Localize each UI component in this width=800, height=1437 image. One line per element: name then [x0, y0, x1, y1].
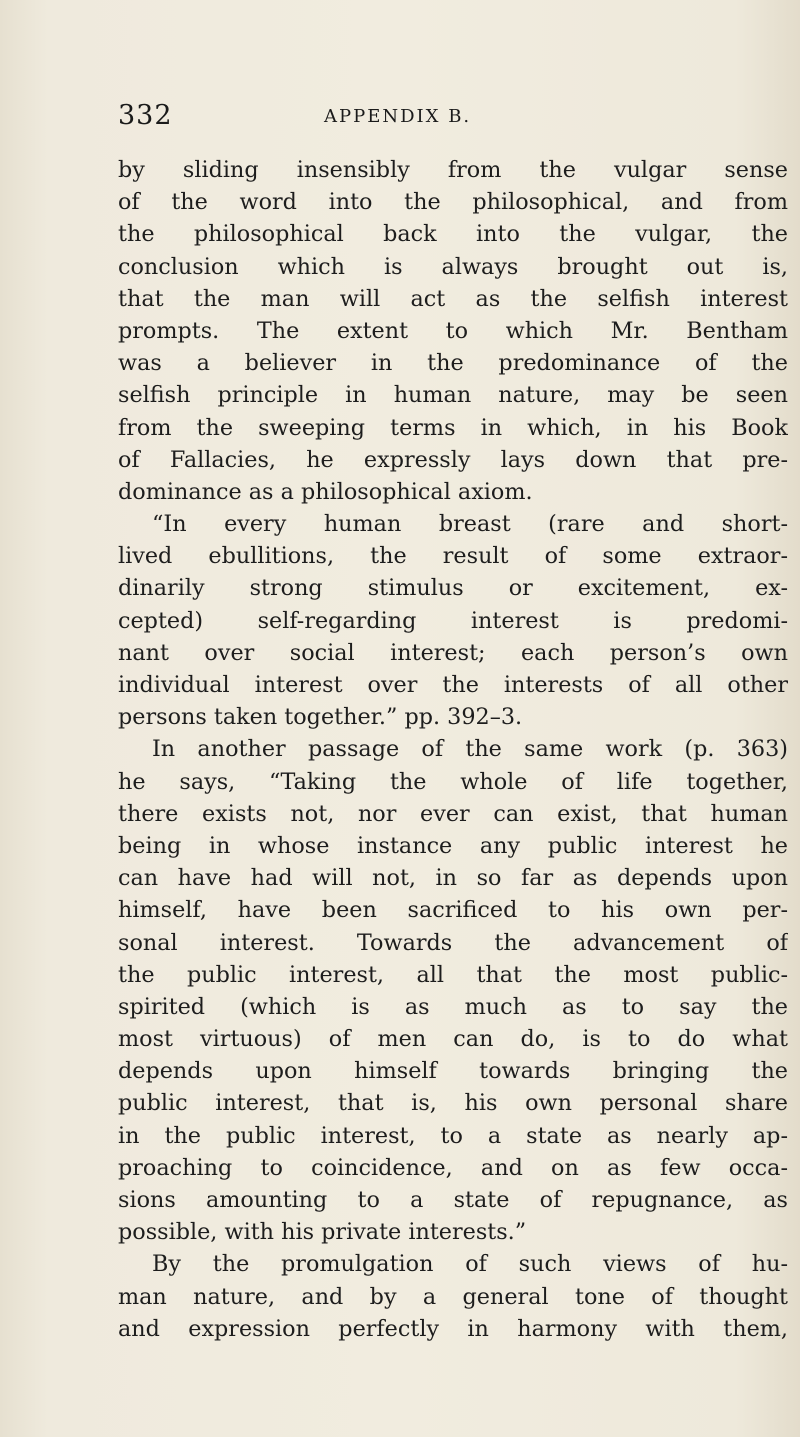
text-line: and expression perfectly in harmony with them, [118, 1315, 788, 1342]
text-line: by sliding insensibly from the vulgar sense [118, 157, 788, 183]
text-line: lived ebullitions, the result of some extraor- [118, 543, 788, 570]
page-header [118, 100, 738, 140]
text-line: proaching to coincidence, and on as few occa- [118, 1154, 788, 1181]
text-line: depends upon himself towards bringing the [118, 1058, 788, 1085]
text-line: persons taken together.” pp. 392–3. [118, 704, 523, 731]
text-line: prompts. The extent to which Mr. Bentham [118, 317, 788, 344]
text-line: being in whose instance any public interest he [118, 832, 788, 859]
text-line: sions amounting to a state of repugnance, as [118, 1187, 788, 1213]
text-line: public interest, that is, his own personal share [118, 1090, 788, 1117]
text-line: dominance as a philosophical axiom. [118, 478, 533, 505]
text-line: sonal interest. Towards the advancement of [118, 929, 788, 956]
text-line: can have had will not, in so far as depends upon [118, 865, 788, 892]
text-line: “In every human breast (rare and short- [152, 511, 788, 538]
text-line: most virtuous) of men can do, is to do what [118, 1026, 788, 1053]
text-line: was a believer in the predominance of the [118, 350, 788, 377]
text-line: from the sweeping terms in which, in his Book [118, 414, 788, 441]
text-line: there exists not, nor ever can exist, that human [118, 800, 788, 827]
text-line: selfish principle in human nature, may be seen [118, 382, 788, 409]
text-line: that the man will act as the selfish interest [118, 285, 788, 312]
text-line: himself, have been sacrificed to his own per- [118, 897, 788, 924]
page-number: 332 [118, 100, 173, 131]
text-line: of Fallacies, he expressly lays down that pre- [118, 446, 788, 473]
text-line: cepted) self-regarding interest is predomi- [118, 607, 788, 634]
text-line: By the promulgation of such views of hu- [152, 1251, 788, 1278]
text-line: conclusion which is always brought out is, [118, 253, 788, 280]
text-line: nant over social interest; each person’s own [118, 639, 788, 666]
running-head: APPENDIX B. [324, 106, 472, 127]
text-line: man nature, and by a general tone of thought [118, 1283, 788, 1310]
text-line: the philosophical back into the vulgar, the [118, 221, 788, 248]
text-line: he says, “Taking the whole of life together, [118, 768, 788, 795]
text-line: spirited (which is as much as to say the [118, 993, 788, 1020]
text-line: individual interest over the interests of all other [118, 672, 788, 698]
text-line: dinarily strong stimulus or excitement, ex- [118, 575, 788, 602]
text-line: possible, with his private interests.” [118, 1219, 527, 1246]
body-text [118, 154, 788, 1345]
text-line: of the word into the philosophical, and from [118, 189, 788, 216]
text-line: in the public interest, to a state as nearly ap- [118, 1122, 788, 1149]
text-line: the public interest, all that the most public- [118, 961, 788, 988]
text-line: In another passage of the same work (p. 363) [152, 736, 788, 763]
